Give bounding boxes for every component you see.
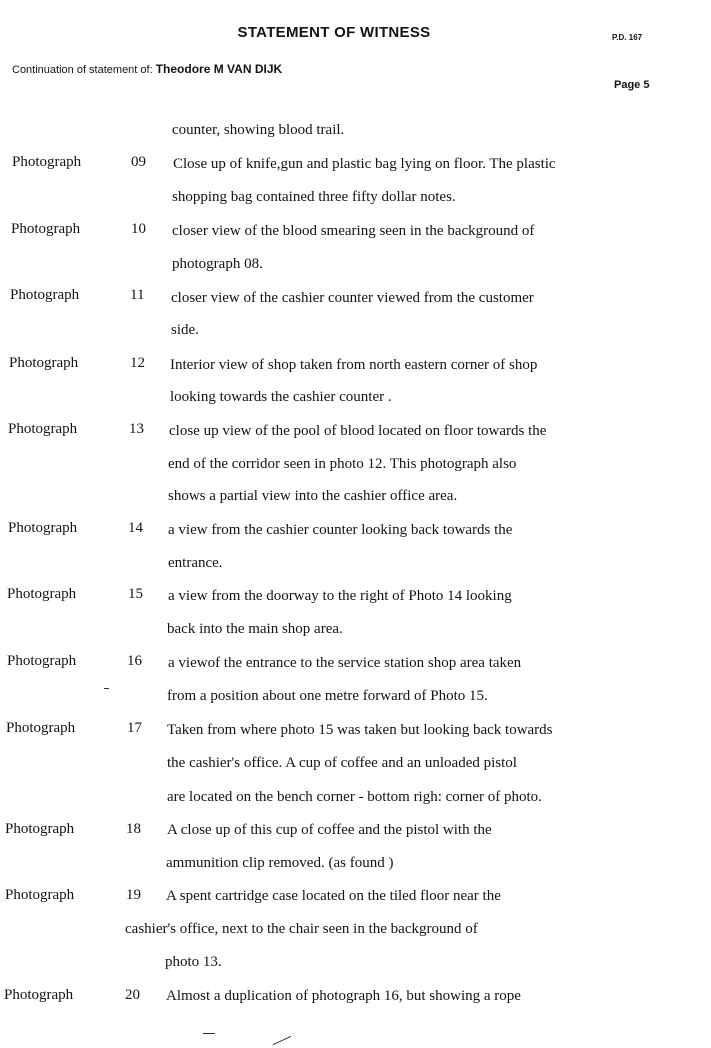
entry-line: side. — [171, 322, 199, 338]
entry-line: photograph 08. — [172, 256, 263, 272]
entry-number: 14 — [128, 520, 143, 536]
entry-label: Photograph — [7, 586, 77, 602]
entry-label: Photograph — [7, 653, 77, 669]
entry-line: a viewof the entrance to the service station shop area taken — [168, 655, 522, 671]
entry-number: 15 — [128, 586, 143, 602]
entry-label: Photograph — [12, 154, 82, 170]
entry-label: Photograph — [4, 987, 74, 1003]
entry-number: 13 — [129, 421, 144, 437]
entry-line: ammunition clip removed. (as found ) — [166, 855, 394, 871]
entry-label: Photograph — [5, 821, 75, 837]
entry-line: photo 13. — [165, 954, 222, 970]
entry-line: back into the main shop area. — [167, 621, 343, 637]
entry-line: closer view of the cashier counter viewed from the customer — [171, 290, 534, 306]
scan-mark — [273, 1036, 292, 1045]
entry-number: 10 — [131, 221, 146, 237]
entry-number: 19 — [126, 887, 141, 903]
entry-line: closer view of the blood smearing seen in the background of — [172, 223, 535, 239]
header-title: STATEMENT OF WITNESS — [237, 24, 431, 41]
witness-name: Theodore M VAN DIJK — [155, 62, 283, 76]
entry-line: Close up of knife,gun and plastic bag lying on floor. The plastic — [173, 156, 556, 172]
entry-line: Almost a duplication of photograph 16, but showing a rope — [166, 988, 521, 1004]
entry-line: shopping bag contained three fifty dollar notes. — [172, 189, 456, 205]
entry-number: 12 — [130, 355, 145, 371]
entry-number: 17 — [127, 720, 142, 736]
entry-number: 11 — [130, 287, 145, 303]
entry-label: Photograph — [5, 887, 75, 903]
entry-number: 18 — [126, 821, 141, 837]
entry-line: shows a partial view into the cashier office area. — [168, 488, 458, 504]
entry-line: end of the corridor seen in photo 12. This photograph also — [168, 456, 517, 472]
entry-line: a view from the cashier counter looking back towards the — [168, 522, 513, 538]
continuation-line — [12, 62, 282, 76]
entry-number: 20 — [125, 987, 140, 1003]
entry-line: a view from the doorway to the right of Photo 14 looking — [168, 588, 512, 604]
carry-over-line: counter, showing blood trail. — [172, 122, 345, 138]
entry-number: 16 — [127, 653, 142, 669]
entry-line: close up view of the pool of blood located on floor towards the — [169, 423, 547, 439]
entry-line: are located on the bench corner - bottom righ: corner of photo. — [167, 789, 542, 805]
scan-mark — [104, 688, 109, 689]
entry-line: A close up of this cup of coffee and the pistol with the — [167, 822, 492, 838]
form-reference: P.D. 167 — [612, 33, 643, 42]
entry-line: looking towards the cashier counter . — [170, 389, 392, 405]
entry-line: entrance. — [168, 555, 223, 571]
entry-label: Photograph — [10, 287, 80, 303]
entry-line: Interior view of shop taken from north eastern corner of shop — [170, 357, 538, 373]
entry-line: the cashier's office. A cup of coffee and an unloaded pistol — [167, 755, 517, 771]
entry-line: A spent cartridge case located on the tiled floor near the — [166, 888, 501, 904]
page-number: Page 5 — [614, 79, 650, 91]
entry-line: cashier's office, next to the chair seen in the background of — [125, 921, 478, 937]
entry-label: Photograph — [8, 421, 78, 437]
entry-number: 09 — [131, 154, 146, 170]
entry-label: Photograph — [6, 720, 76, 736]
entry-line: Taken from where photo 15 was taken but looking back towards — [167, 722, 553, 738]
continuation-label: Continuation of statement of: — [12, 64, 153, 76]
scan-mark — [203, 1033, 215, 1034]
entry-label: Photograph — [8, 520, 78, 536]
entry-label: Photograph — [11, 221, 81, 237]
entry-label: Photograph — [9, 355, 79, 371]
entry-line: from a position about one metre forward of Photo 15. — [167, 688, 488, 704]
